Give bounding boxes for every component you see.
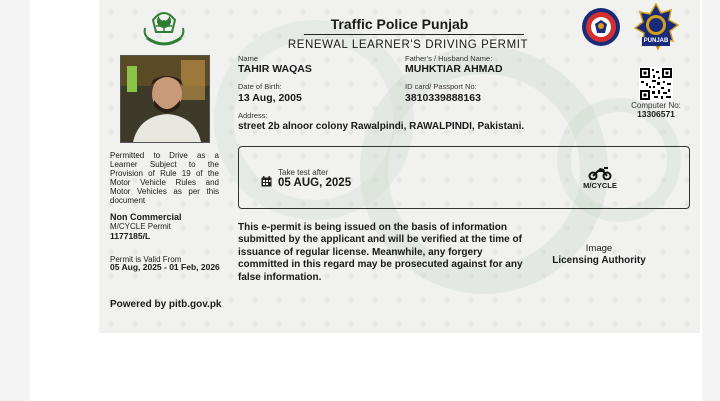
address-label: Address: bbox=[238, 111, 268, 120]
holder-photo bbox=[120, 55, 210, 143]
permit-category: Non Commercial bbox=[110, 212, 182, 222]
legal-notice: This e-permit is being issued on the basis of information submitted by the applicant and will be verified at the time of issuance of regular license. Meanwhile, any forgery committed in this regard may be prosecuted against for any false information. bbox=[238, 222, 523, 283]
title-divider bbox=[304, 34, 524, 35]
computer-number: 13306571 bbox=[637, 109, 675, 119]
father-name: MUHKTIAR AHMAD bbox=[405, 63, 503, 75]
police-badge-logo bbox=[581, 7, 621, 47]
take-test-date: 05 AUG, 2025 bbox=[278, 177, 352, 189]
name-label: Name bbox=[238, 54, 259, 63]
permit-card bbox=[99, 0, 700, 333]
id-card-number: 3810339888163 bbox=[405, 92, 481, 104]
permit-title: Traffic Police Punjab bbox=[330, 16, 469, 32]
calendar-icon bbox=[261, 176, 272, 187]
authority-image-label: Image bbox=[585, 243, 613, 254]
qr-code bbox=[639, 67, 673, 101]
validity-label: Permit is Valid From bbox=[110, 255, 182, 264]
licensing-authority: Licensing Authority bbox=[552, 255, 646, 266]
id-card-label: ID card/ Passport No: bbox=[405, 82, 477, 91]
permit-subtitle: RENEWAL LEARNER'S DRIVING PERMIT bbox=[287, 39, 529, 51]
father-name-label: Father's / Husband Name: bbox=[405, 54, 493, 63]
motorcycle-icon bbox=[588, 166, 612, 180]
page-sheet bbox=[30, 0, 702, 401]
permit-type: M/CYCLE Permit bbox=[110, 222, 171, 231]
vehicle-category: M/CYCLE bbox=[583, 181, 617, 190]
take-test-label: Take test after bbox=[278, 168, 329, 177]
holder-address: street 2b alnoor colony Rawalpindi, RAWALPINDI, Pakistani. bbox=[238, 121, 525, 132]
permission-text: Permitted to Drive as a Learner Subject to the Provision of Rule 19 of the Motor Vehicle Rules and Motor Vehicles as per this document bbox=[110, 151, 219, 205]
holder-name: TAHIR WAQAS bbox=[238, 63, 312, 75]
date-of-birth: 13 Aug, 2005 bbox=[238, 92, 302, 104]
computer-number-label: Computer No: bbox=[631, 101, 681, 110]
powered-by: Powered by pitb.gov.pk bbox=[110, 299, 222, 310]
punjab-logo-text: PUNJAB bbox=[643, 38, 669, 44]
permit-number: 1177185/L bbox=[110, 231, 151, 241]
dob-label: Date of Birth: bbox=[238, 82, 282, 91]
validity-period: 05 Aug, 2025 - 01 Feb, 2026 bbox=[110, 262, 220, 272]
test-date-box bbox=[238, 146, 690, 209]
